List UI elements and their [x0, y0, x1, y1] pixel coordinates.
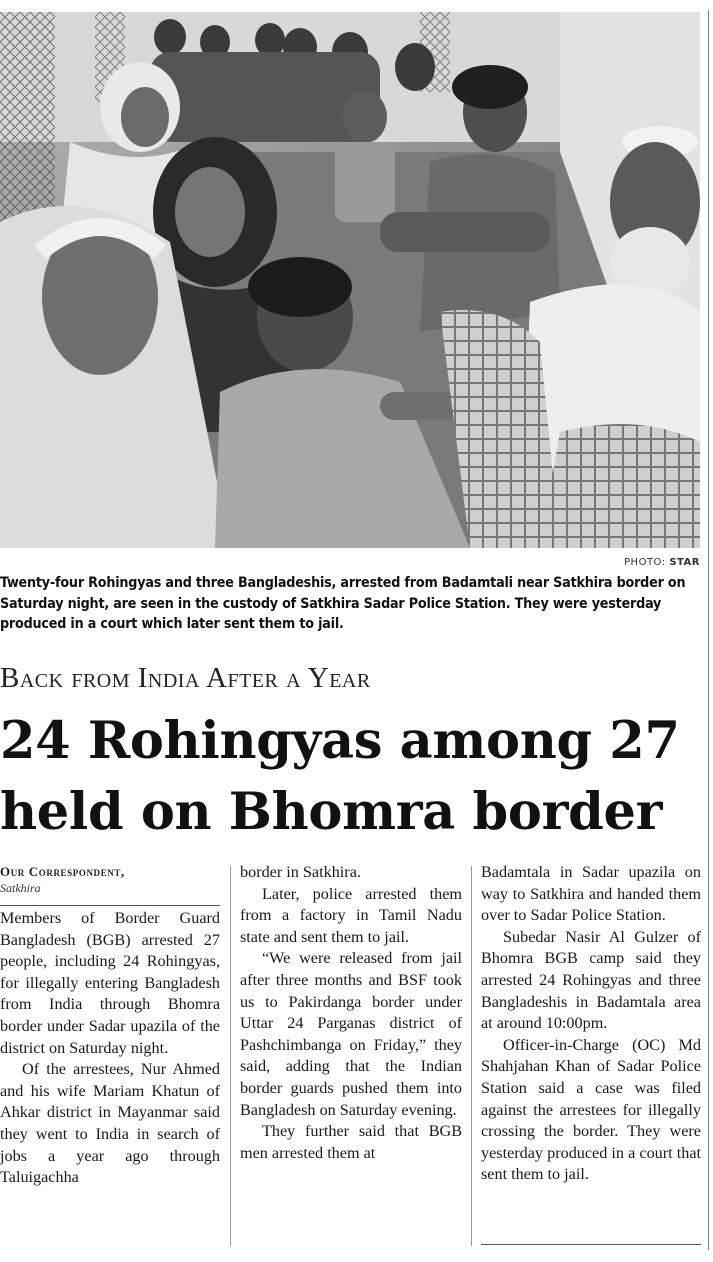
byline-rule: [0, 905, 220, 906]
photo-credit-prefix: PHOTO:: [624, 557, 666, 568]
paragraph: Members of Border Guard Bangladesh (BGB) arrested 27 people, including 24 Rohingyas, for illegally entering Bangladesh from India through Bhomra border under Sadar upazila of the district on Saturday night.: [0, 909, 220, 1057]
paragraph: They further said that BGB men arrested them at: [240, 1122, 462, 1162]
headline-line-1: 24 Rohingyas among 27: [0, 711, 680, 771]
article-column-2: [240, 862, 462, 1164]
paragraph: Of the arrestees, Nur Ahmed and his wife Mariam Khatun of Ahkar district in Mayanmar said they went to India in search of jobs a year ago through Taluigachha: [0, 1060, 220, 1187]
byline-name: Our Correspondent,: [0, 864, 125, 879]
byline-place: Satkhira: [0, 881, 41, 895]
article-end-rule: [481, 1244, 701, 1245]
article-column-1: [0, 908, 220, 1189]
paragraph: border in Satkhira.: [240, 863, 361, 881]
paragraph: Later, police arrested them from a factory in Tamil Nadu state and sent them to jail.: [240, 884, 462, 946]
photo-credit-source: STAR: [669, 557, 700, 568]
photo-caption: Twenty-four Rohingyas and three Bangladeshis, arrested from Badamtali near Satkhira border on Saturday night, are seen in the custody of Satkhira Sadar Police Station. They were yesterday produced in a court which later sent them to jail.: [0, 575, 686, 632]
paragraph: Badamtala in Sadar upazila on way to Satkhira and handed them over to Sadar Police Station.: [481, 863, 701, 925]
detainees-photo-illustration: [0, 12, 700, 548]
column-divider: [471, 866, 472, 1246]
article-column-3: [481, 862, 701, 1186]
news-photo: [0, 12, 700, 548]
paragraph: Subedar Nasir Al Gulzer of Bhomra BGB camp said they arrested 24 Rohingyas and three Bangladeshis in Badamtala area at around 10:00pm.: [481, 927, 701, 1033]
headline-line-2: held on Bhomra border: [0, 782, 663, 842]
photo-credit: [624, 557, 700, 568]
kicker-headline: Back from India After a Year: [0, 662, 371, 694]
page-edge-rule: [708, 10, 709, 1250]
paragraph: Officer-in-Charge (OC) Md Shahjahan Khan of Sadar Police Station said a case was filed against the arrestees for illegally crossing the border. They were yesterday produced in a court that sent them to jail.: [481, 1035, 701, 1184]
byline: [0, 864, 220, 896]
column-divider: [230, 866, 231, 1246]
main-headline: [0, 706, 712, 848]
paragraph: “We were released from jail after three months and BSF took us to Pakirdanga border under Uttar 24 Parganas district of Pashchimbanga on Friday,” they said, adding that the Indian border guards pushed them into Bangladesh on Saturday evening.: [240, 949, 462, 1119]
